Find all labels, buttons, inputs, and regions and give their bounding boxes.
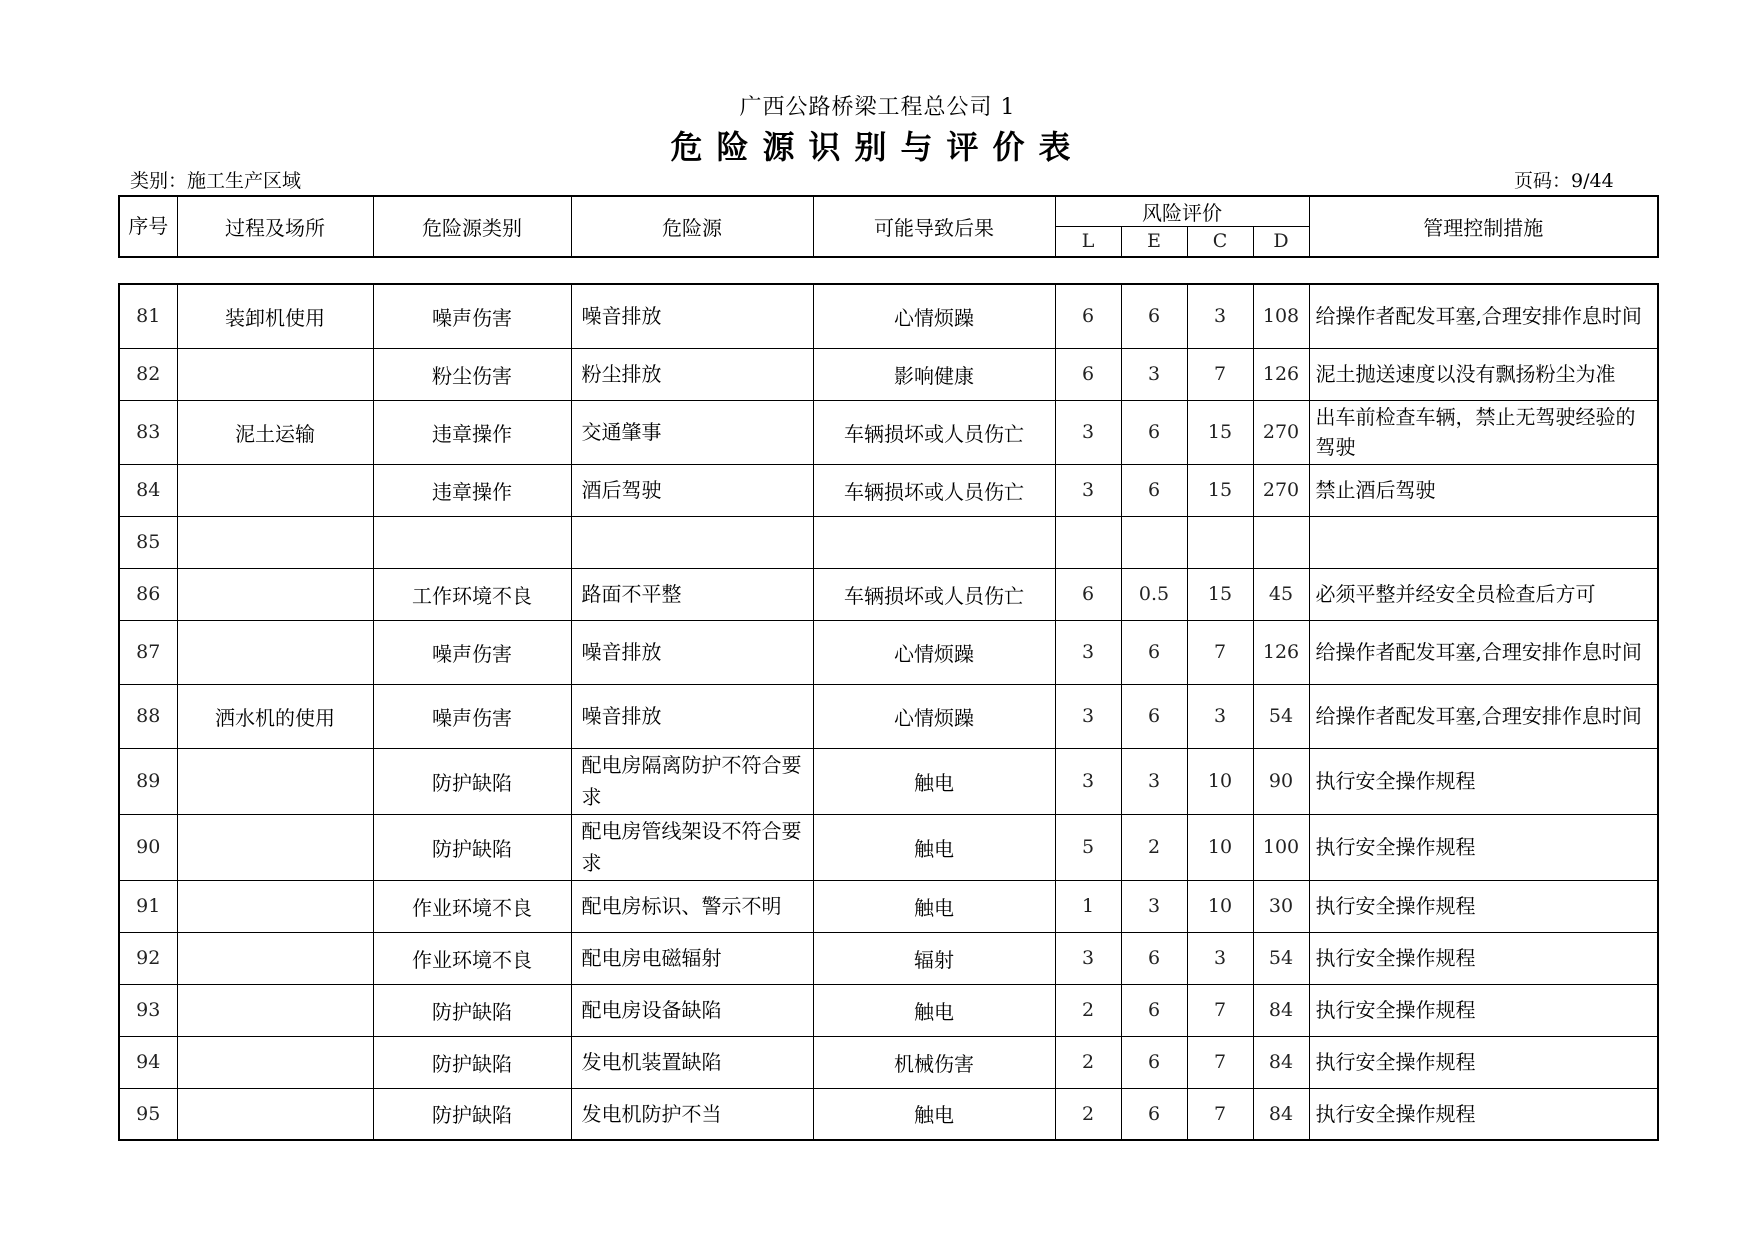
cell-hazard-source: 配电房设备缺陷: [571, 984, 813, 1036]
table-row: [119, 814, 1658, 880]
cell-hazard-type: 作业环境不良: [373, 932, 571, 984]
cell-C: 3: [1187, 284, 1253, 348]
cell-D: 270: [1253, 464, 1309, 516]
table-row: [119, 400, 1658, 464]
cell-C: 15: [1187, 568, 1253, 620]
cell-hazard-source: 噪音排放: [571, 620, 813, 684]
cell-L: 2: [1055, 984, 1121, 1036]
cell-measure: 给操作者配发耳塞,合理安排作息时间: [1309, 284, 1658, 348]
col-header-consequence: 可能导致后果: [813, 196, 1055, 257]
cell-measure: 执行安全操作规程: [1309, 814, 1658, 880]
cell-D: 100: [1253, 814, 1309, 880]
cell-C: 10: [1187, 748, 1253, 814]
cell-consequence: 辐射: [813, 932, 1055, 984]
table-row: [119, 932, 1658, 984]
cell-consequence: 触电: [813, 984, 1055, 1036]
col-header-L: L: [1055, 227, 1121, 257]
cell-no: 82: [119, 348, 177, 400]
cell-process: [177, 1036, 373, 1088]
cell-L: 3: [1055, 748, 1121, 814]
cell-E: 6: [1121, 284, 1187, 348]
cell-measure: 出车前检查车辆，禁止无驾驶经验的驾驶: [1309, 400, 1658, 464]
col-header-E: E: [1121, 227, 1187, 257]
cell-E: 3: [1121, 348, 1187, 400]
cell-no: 90: [119, 814, 177, 880]
cell-no: 94: [119, 1036, 177, 1088]
cell-D: 84: [1253, 1036, 1309, 1088]
page-number: 页码：9/44: [1514, 170, 1614, 192]
col-header-process: 过程及场所: [177, 196, 373, 257]
cell-hazard-source: [571, 516, 813, 568]
cell-hazard-source: 配电房电磁辐射: [571, 932, 813, 984]
page-title: 危险源识别与评价表: [670, 128, 1085, 166]
cell-C: 10: [1187, 814, 1253, 880]
col-header-risk: 风险评价: [1055, 196, 1309, 227]
table-row: [119, 1036, 1658, 1088]
table-row: [119, 748, 1658, 814]
cell-consequence: 触电: [813, 814, 1055, 880]
cell-E: 6: [1121, 620, 1187, 684]
cell-hazard-type: 防护缺陷: [373, 1088, 571, 1140]
cell-L: 6: [1055, 284, 1121, 348]
cell-process: 装卸机使用: [177, 284, 373, 348]
cell-hazard-type: 违章操作: [373, 400, 571, 464]
cell-consequence: 触电: [813, 748, 1055, 814]
cell-D: 30: [1253, 880, 1309, 932]
table-row: [119, 284, 1658, 348]
cell-L: 2: [1055, 1088, 1121, 1140]
cell-no: 91: [119, 880, 177, 932]
cell-process: [177, 516, 373, 568]
cell-measure: 执行安全操作规程: [1309, 880, 1658, 932]
col-header-type: 危险源类别: [373, 196, 571, 257]
cell-measure: 必须平整并经安全员检查后方可: [1309, 568, 1658, 620]
table-row: [119, 348, 1658, 400]
company-name: 广西公路桥梁工程总公司 1: [739, 95, 1016, 120]
cell-D: [1253, 516, 1309, 568]
cell-consequence: 车辆损坏或人员伤亡: [813, 400, 1055, 464]
cell-C: 3: [1187, 932, 1253, 984]
cell-D: 90: [1253, 748, 1309, 814]
cell-C: 7: [1187, 348, 1253, 400]
cell-no: 92: [119, 932, 177, 984]
cell-C: 7: [1187, 1088, 1253, 1140]
cell-consequence: 影响健康: [813, 348, 1055, 400]
cell-measure: 执行安全操作规程: [1309, 1088, 1658, 1140]
cell-E: 3: [1121, 880, 1187, 932]
cell-E: 6: [1121, 400, 1187, 464]
cell-measure: 执行安全操作规程: [1309, 748, 1658, 814]
table-row: [119, 620, 1658, 684]
cell-L: [1055, 516, 1121, 568]
cell-L: 3: [1055, 464, 1121, 516]
cell-no: 86: [119, 568, 177, 620]
cell-consequence: [813, 516, 1055, 568]
cell-E: [1121, 516, 1187, 568]
cell-C: 15: [1187, 400, 1253, 464]
table-row: [119, 984, 1658, 1036]
cell-no: 84: [119, 464, 177, 516]
cell-L: 3: [1055, 684, 1121, 748]
cell-process: 洒水机的使用: [177, 684, 373, 748]
cell-hazard-source: 发电机防护不当: [571, 1088, 813, 1140]
cell-hazard-source: 噪音排放: [571, 684, 813, 748]
cell-D: 84: [1253, 984, 1309, 1036]
cell-process: [177, 984, 373, 1036]
cell-no: 95: [119, 1088, 177, 1140]
cell-no: 85: [119, 516, 177, 568]
cell-L: 1: [1055, 880, 1121, 932]
cell-process: [177, 748, 373, 814]
col-header-source: 危险源: [571, 196, 813, 257]
cell-hazard-source: 发电机装置缺陷: [571, 1036, 813, 1088]
cell-E: 6: [1121, 684, 1187, 748]
cell-hazard-source: 配电房隔离防护不符合要求: [571, 748, 813, 814]
cell-hazard-type: 防护缺陷: [373, 984, 571, 1036]
cell-hazard-source: 配电房标识、警示不明: [571, 880, 813, 932]
table-row: [119, 880, 1658, 932]
cell-E: 3: [1121, 748, 1187, 814]
cell-hazard-type: 作业环境不良: [373, 880, 571, 932]
cell-D: 45: [1253, 568, 1309, 620]
cell-process: [177, 620, 373, 684]
cell-process: [177, 880, 373, 932]
cell-consequence: 机械伤害: [813, 1036, 1055, 1088]
cell-C: 15: [1187, 464, 1253, 516]
cell-hazard-source: 交通肇事: [571, 400, 813, 464]
cell-process: [177, 1088, 373, 1140]
cell-process: 泥土运输: [177, 400, 373, 464]
cell-C: 7: [1187, 1036, 1253, 1088]
cell-L: 3: [1055, 620, 1121, 684]
col-header-C: C: [1187, 227, 1253, 257]
col-header-no: 序号: [119, 196, 177, 257]
cell-C: 7: [1187, 984, 1253, 1036]
cell-E: 0.5: [1121, 568, 1187, 620]
cell-consequence: 心情烦躁: [813, 684, 1055, 748]
cell-C: [1187, 516, 1253, 568]
cell-process: [177, 932, 373, 984]
cell-L: 3: [1055, 400, 1121, 464]
cell-measure: 执行安全操作规程: [1309, 1036, 1658, 1088]
cell-no: 87: [119, 620, 177, 684]
cell-E: 6: [1121, 1036, 1187, 1088]
cell-D: 126: [1253, 620, 1309, 684]
hazard-table: [118, 283, 1659, 1141]
cell-hazard-type: 噪声伤害: [373, 620, 571, 684]
cell-measure: 泥土抛送速度以没有飘扬粉尘为准: [1309, 348, 1658, 400]
cell-measure: 给操作者配发耳塞,合理安排作息时间: [1309, 620, 1658, 684]
cell-hazard-source: 配电房管线架设不符合要求: [571, 814, 813, 880]
cell-D: 108: [1253, 284, 1309, 348]
cell-no: 93: [119, 984, 177, 1036]
cell-consequence: 心情烦躁: [813, 284, 1055, 348]
cell-D: 84: [1253, 1088, 1309, 1140]
cell-hazard-type: 违章操作: [373, 464, 571, 516]
cell-hazard-type: 粉尘伤害: [373, 348, 571, 400]
cell-hazard-type: 噪声伤害: [373, 284, 571, 348]
cell-measure: [1309, 516, 1658, 568]
cell-hazard-source: 路面不平整: [571, 568, 813, 620]
cell-consequence: 车辆损坏或人员伤亡: [813, 464, 1055, 516]
cell-hazard-type: [373, 516, 571, 568]
cell-E: 6: [1121, 1088, 1187, 1140]
cell-process: [177, 464, 373, 516]
cell-process: [177, 568, 373, 620]
cell-process: [177, 348, 373, 400]
cell-C: 10: [1187, 880, 1253, 932]
cell-hazard-source: 酒后驾驶: [571, 464, 813, 516]
cell-L: 6: [1055, 348, 1121, 400]
cell-hazard-type: 噪声伤害: [373, 684, 571, 748]
table-row: [119, 684, 1658, 748]
cell-measure: 禁止酒后驾驶: [1309, 464, 1658, 516]
cell-E: 2: [1121, 814, 1187, 880]
cell-E: 6: [1121, 932, 1187, 984]
col-header-measure: 管理控制措施: [1309, 196, 1658, 257]
cell-D: 270: [1253, 400, 1309, 464]
cell-L: 5: [1055, 814, 1121, 880]
cell-hazard-type: 防护缺陷: [373, 748, 571, 814]
cell-D: 54: [1253, 932, 1309, 984]
cell-consequence: 心情烦躁: [813, 620, 1055, 684]
category-label: 类别：施工生产区域: [130, 170, 302, 192]
cell-measure: 执行安全操作规程: [1309, 932, 1658, 984]
cell-L: 2: [1055, 1036, 1121, 1088]
cell-measure: 执行安全操作规程: [1309, 984, 1658, 1036]
cell-no: 88: [119, 684, 177, 748]
cell-L: 6: [1055, 568, 1121, 620]
cell-hazard-type: 防护缺陷: [373, 1036, 571, 1088]
cell-hazard-source: 噪音排放: [571, 284, 813, 348]
cell-L: 3: [1055, 932, 1121, 984]
cell-no: 81: [119, 284, 177, 348]
cell-D: 54: [1253, 684, 1309, 748]
cell-measure: 给操作者配发耳塞,合理安排作息时间: [1309, 684, 1658, 748]
cell-no: 83: [119, 400, 177, 464]
cell-hazard-type: 防护缺陷: [373, 814, 571, 880]
cell-E: 6: [1121, 984, 1187, 1036]
table-row: [119, 568, 1658, 620]
col-header-D: D: [1253, 227, 1309, 257]
table-header: [118, 195, 1659, 258]
cell-hazard-source: 粉尘排放: [571, 348, 813, 400]
cell-C: 7: [1187, 620, 1253, 684]
cell-E: 6: [1121, 464, 1187, 516]
cell-hazard-type: 工作环境不良: [373, 568, 571, 620]
cell-no: 89: [119, 748, 177, 814]
cell-D: 126: [1253, 348, 1309, 400]
cell-consequence: 触电: [813, 1088, 1055, 1140]
cell-consequence: 车辆损坏或人员伤亡: [813, 568, 1055, 620]
cell-consequence: 触电: [813, 880, 1055, 932]
table-row: [119, 464, 1658, 516]
cell-process: [177, 814, 373, 880]
table-row: [119, 1088, 1658, 1140]
table-row: [119, 516, 1658, 568]
cell-C: 3: [1187, 684, 1253, 748]
